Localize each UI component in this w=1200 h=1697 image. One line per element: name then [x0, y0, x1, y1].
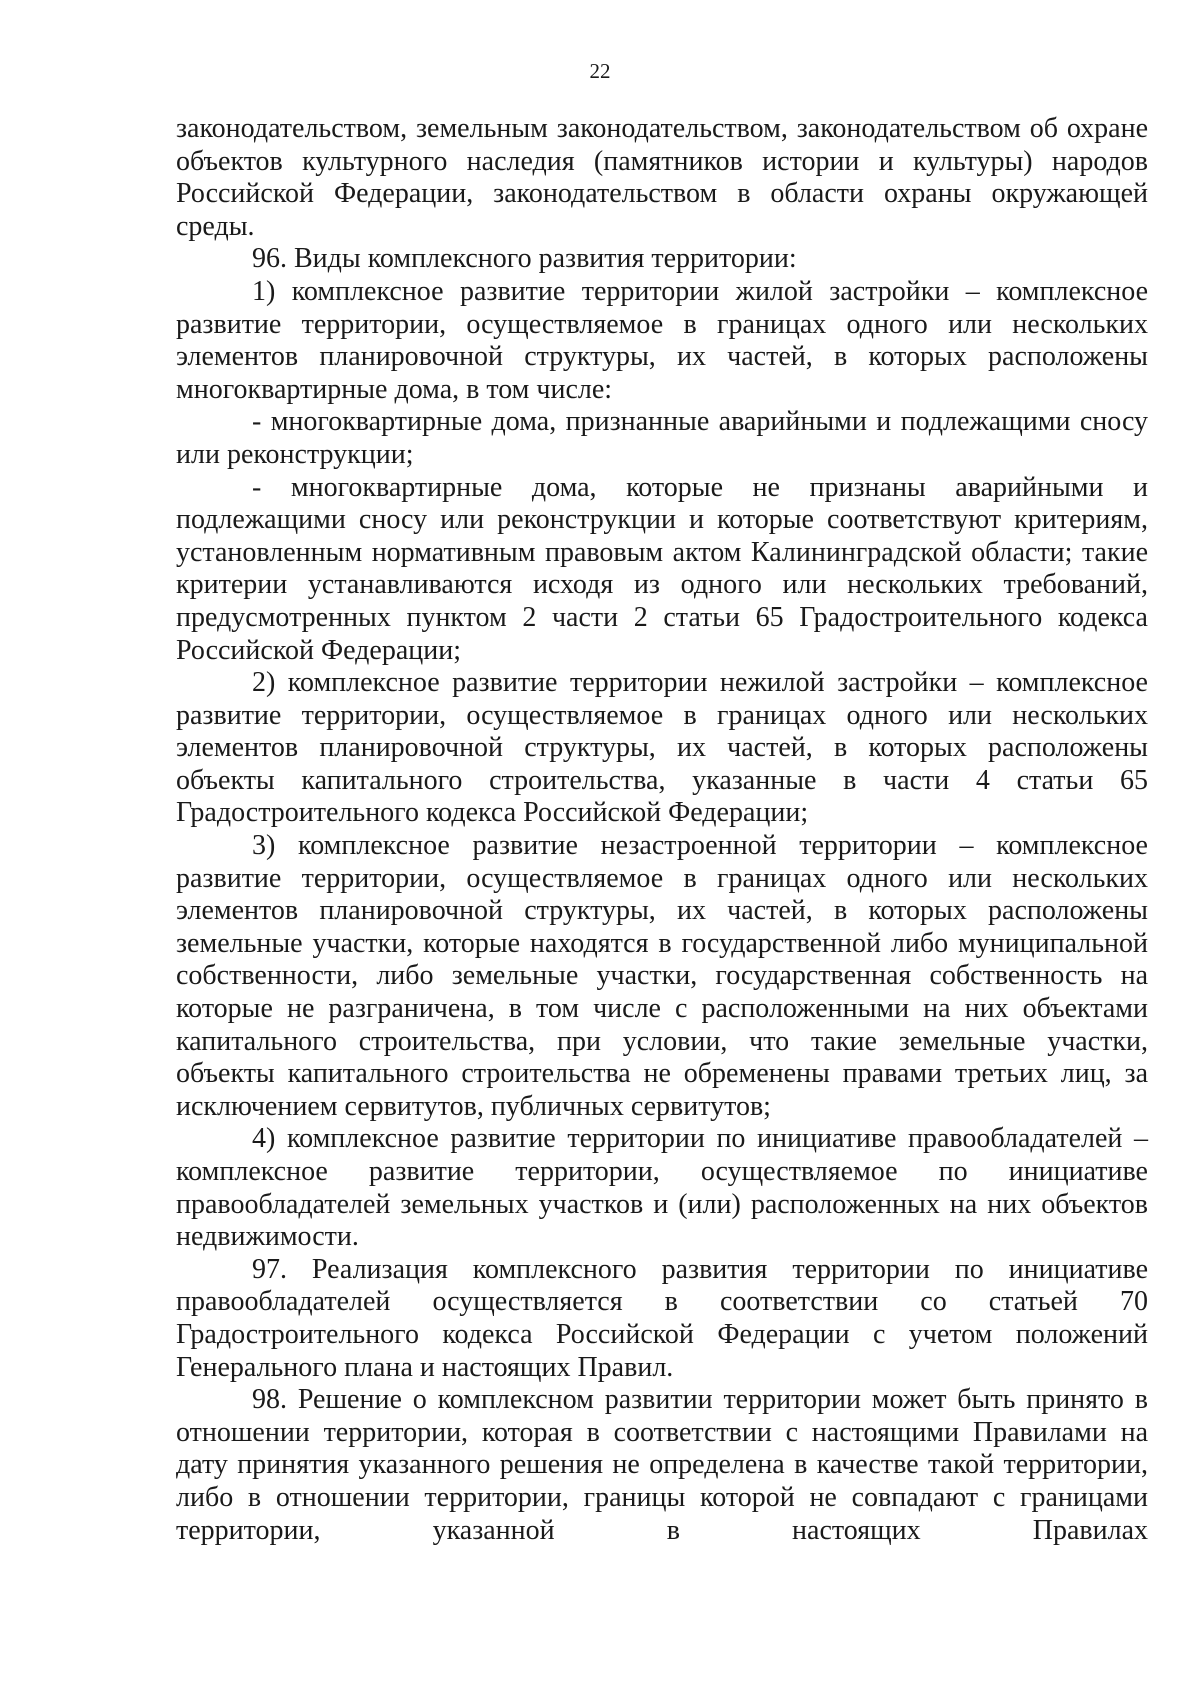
document-body — [176, 113, 1148, 1547]
paragraph-item-96-3: 3) комплексное развитие незастроенной территории – комплексное развитие территории, осуществляемое в границах одного или нескольких элементов планировочной структуры, их частей, в которых расположены земельные участки, которые находятся в государственной либо муниципальной собственности, либо земельные участки, государственная собственность на которые не разграничена, в том числе с расположенными на них объектами капитального строительства, при условии, что такие земельные участки, объекты капитального строительства не обременены правами третьих лиц, за исключением сервитутов, публичных сервитутов; — [176, 830, 1148, 1122]
paragraph-item-96-1-a: - многоквартирные дома, признанные аварийными и подлежащими сносу или реконструкции; — [176, 406, 1148, 470]
paragraph-item-96-2: 2) комплексное развитие территории нежилой застройки – комплексное развитие территории, осуществляемое в границах одного или нескольких элементов планировочной структуры, их частей, в которых расположены объекты капитального строительства, указанные в части 4 статьи 65 Градостроительного кодекса Российской Федерации; — [176, 667, 1148, 829]
paragraph-item-96-1: 1) комплексное развитие территории жилой застройки – комплексное развитие территории, осуществляемое в границах одного или нескольких элементов планировочной структуры, их частей, в которых расположены многоквартирные дома, в том числе: — [176, 275, 1148, 405]
paragraph-item-97: 97. Реализация комплексного развития территории по инициативе правообладателей осуществляется в соответствии со статьей 70 Градостроительного кодекса Российской Федерации с учетом положений Генерального плана и настоящих Правил. — [176, 1253, 1148, 1383]
paragraph-item-96-4: 4) комплексное развитие территории по инициативе правообладателей – комплексное развитие территории, осуществляемое по инициативе правообладателей земельных участков и (или) расположенных на них объектов недвижимости. — [176, 1123, 1148, 1253]
paragraph-continuation: законодательством, земельным законодательством, законодательством об охране объектов культурного наследия (памятников истории и культуры) народов Российской Федерации, законодательством в области охраны окружающей среды. — [176, 113, 1148, 242]
paragraph-item-96-1-b: - многоквартирные дома, которые не признаны аварийными и подлежащими сносу или реконструкции и которые соответствуют критериям, установленным нормативным правовым актом Калининградской области; такие критерии устанавливаются исходя из одного или нескольких требований, предусмотренных пунктом 2 части 2 статьи 65 Градостроительного кодекса Российской Федерации; — [176, 471, 1148, 666]
paragraph-item-98: 98. Решение о комплексном развитии территории может быть принято в отношении территории, которая в соответствии с настоящими Правилами на дату принятия указанного решения не определена в качестве такой территории, либо в отношении территории, границы которой не совпадают с границами территории, указанной в настоящих Правилах — [176, 1384, 1148, 1546]
page-number: 22 — [589, 59, 611, 83]
paragraph-item-96: 96. Виды комплексного развития территории: — [252, 243, 797, 275]
